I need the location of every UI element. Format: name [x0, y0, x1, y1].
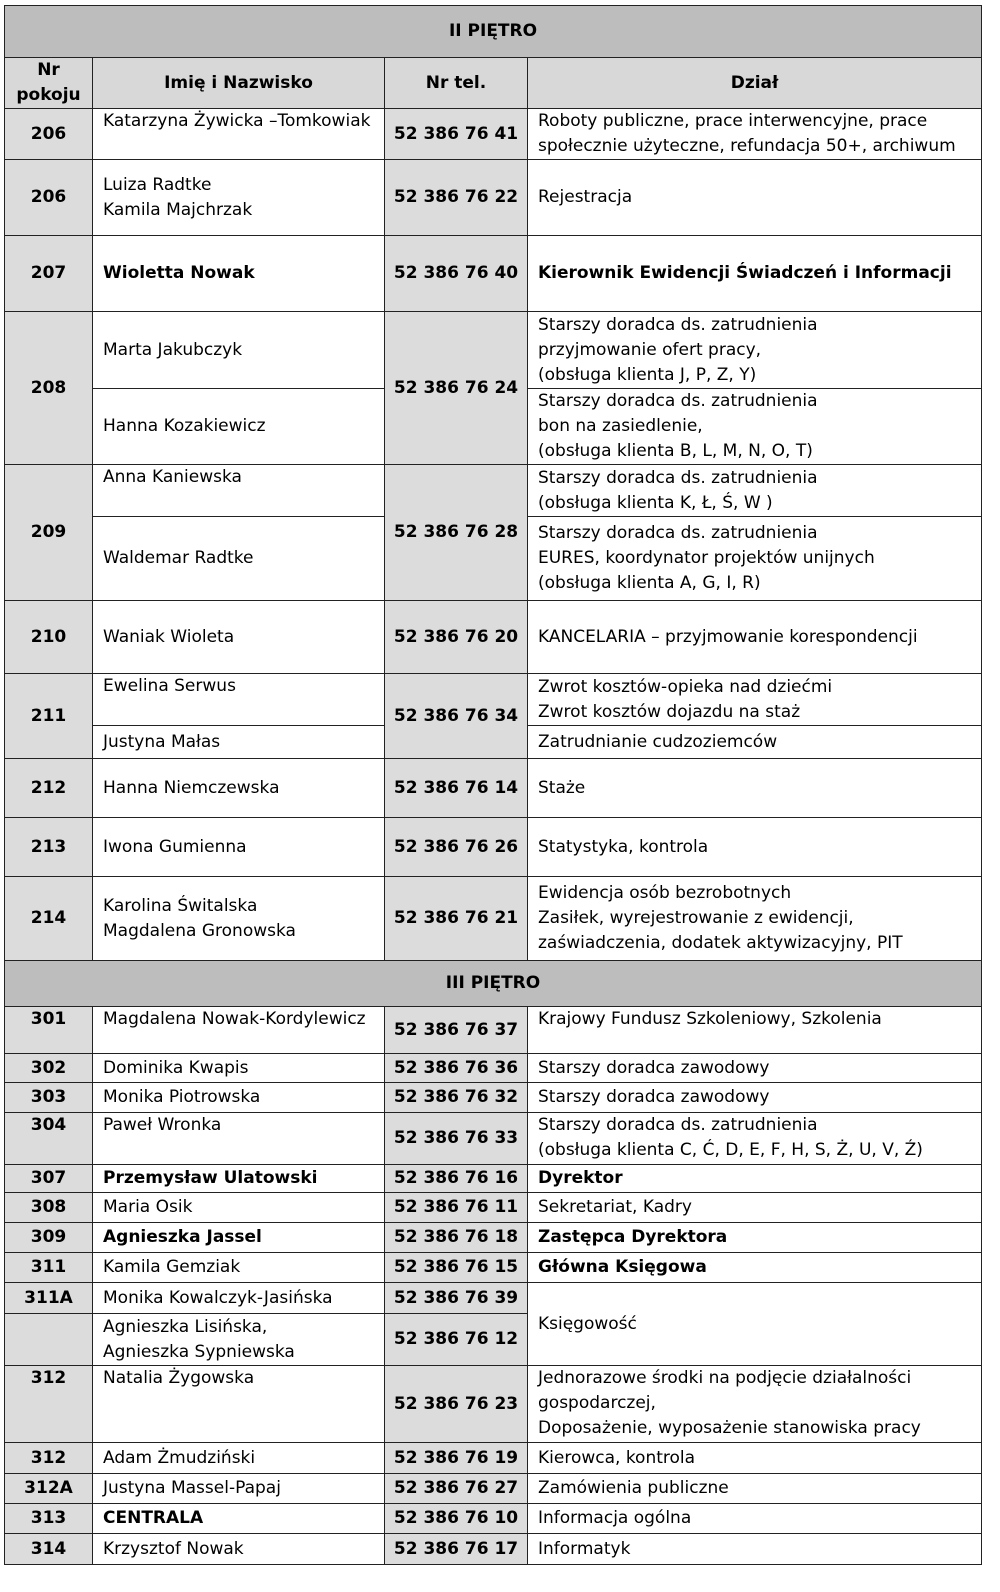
phone-number[interactable]: 52 386 76 22: [385, 160, 528, 236]
department-line: Jednorazowe środki na podjęcie działalności: [538, 1368, 912, 1388]
person-name-line: Magdalena Nowak-Kordylewicz: [103, 1009, 366, 1029]
room-number: 303: [5, 1083, 93, 1113]
floor-title: II PIĘTRO: [5, 6, 982, 58]
person-name: [93, 1083, 385, 1113]
table-row: [5, 465, 982, 517]
department: [528, 465, 982, 517]
department: [528, 312, 982, 389]
room-number: 312: [5, 1443, 93, 1474]
department: [528, 160, 982, 236]
department-line: EURES, koordynator projektów unijnych: [538, 548, 875, 568]
department-line: Starszy doradca zawodowy: [538, 1057, 770, 1078]
table-row: [5, 1504, 982, 1534]
phone-number[interactable]: 52 386 76 40: [385, 236, 528, 312]
phone-number[interactable]: 52 386 76 41: [385, 109, 528, 160]
department-line: Starszy doradca ds. zatrudnienia: [538, 314, 818, 335]
department: [528, 1534, 982, 1565]
room-number: 311: [5, 1253, 93, 1283]
table-row: [5, 1443, 982, 1474]
floor-title-row: [5, 6, 982, 58]
department: [528, 601, 982, 674]
department: [528, 1054, 982, 1083]
department-line: Staże: [538, 777, 586, 798]
phone-number[interactable]: 52 386 76 11: [385, 1193, 528, 1223]
header-room-line1: Nr: [37, 60, 60, 80]
department: [528, 236, 982, 312]
room-number: 311A: [5, 1283, 93, 1314]
table-row: [5, 1223, 982, 1253]
department-line: Sekretariat, Kadry: [538, 1197, 692, 1217]
department: [528, 818, 982, 877]
table-row: [5, 1054, 982, 1083]
person-name-line: Justyna Małas: [103, 731, 221, 752]
header-tel: Nr tel.: [385, 58, 528, 109]
person-name: [93, 1113, 385, 1165]
room-number: 312A: [5, 1474, 93, 1504]
floor-title-row: [5, 961, 982, 1007]
department-line: Starszy doradca zawodowy: [538, 1087, 770, 1107]
person-name-line: CENTRALA: [103, 1508, 204, 1528]
phone-number[interactable]: 52 386 76 24: [385, 312, 528, 465]
person-name-line: Katarzyna Żywicka –Tomkowiak: [103, 111, 371, 131]
person-name-line: Przemysław Ulatowski: [103, 1168, 318, 1188]
person-name: [93, 160, 385, 236]
person-name-line: Monika Kowalczyk-Jasińska: [103, 1287, 333, 1308]
department-line: bon na zasiedlenie,: [538, 416, 703, 436]
person-name: [93, 877, 385, 961]
phone-number[interactable]: 52 386 76 16: [385, 1165, 528, 1193]
table-row: [5, 877, 982, 961]
person-name-line: Magdalena Gronowska: [103, 920, 296, 941]
person-name: [93, 1474, 385, 1504]
department-line: Zamówienia publiczne: [538, 1478, 729, 1498]
department: [528, 1165, 982, 1193]
phone-number[interactable]: 52 386 76 32: [385, 1083, 528, 1113]
person-name: [93, 1534, 385, 1565]
table-row: [5, 1474, 982, 1504]
room-number: 302: [5, 1054, 93, 1083]
person-name-line: Krzysztof Nowak: [103, 1538, 244, 1559]
phone-number[interactable]: 52 386 76 15: [385, 1253, 528, 1283]
table-row: [5, 759, 982, 818]
person-name-line: Agnieszka Jassel: [103, 1227, 262, 1247]
person-name: [93, 1193, 385, 1223]
department-line: Rejestracja: [538, 187, 633, 207]
person-name-line: Monika Piotrowska: [103, 1087, 261, 1107]
person-name: [93, 312, 385, 389]
department-line: (obsługa klienta K, Ł, Ś, W ): [538, 492, 773, 513]
room-number: [5, 1314, 93, 1366]
room-number: 213: [5, 818, 93, 877]
person-name: [93, 1007, 385, 1054]
department: [528, 1443, 982, 1474]
table-row: [5, 236, 982, 312]
person-name: [93, 1283, 385, 1314]
phone-number[interactable]: 52 386 76 19: [385, 1443, 528, 1474]
room-number: 209: [5, 465, 93, 601]
department-line: (obsługa klienta J, P, Z, Y): [538, 364, 757, 385]
room-number: 313: [5, 1504, 93, 1534]
person-name: [93, 465, 385, 517]
department-line: Starszy doradca ds. zatrudnienia: [538, 1115, 818, 1135]
person-name: [93, 759, 385, 818]
phone-number[interactable]: 52 386 76 12: [385, 1314, 528, 1366]
department-line: Główna Księgowa: [538, 1257, 707, 1277]
phone-number[interactable]: 52 386 76 17: [385, 1534, 528, 1565]
phone-number[interactable]: 52 386 76 36: [385, 1054, 528, 1083]
phone-number[interactable]: 52 386 76 34: [385, 674, 528, 759]
room-number: 206: [5, 160, 93, 236]
room-number: 210: [5, 601, 93, 674]
phone-number[interactable]: 52 386 76 21: [385, 877, 528, 961]
person-name-line: Agnieszka Sypniewska: [103, 1341, 295, 1362]
department-line: (obsługa klienta C, Ć, D, E, F, H, S, Ż, U, V, Ź): [538, 1140, 923, 1160]
room-number: 207: [5, 236, 93, 312]
department: [528, 674, 982, 726]
room-number: 212: [5, 759, 93, 818]
table-row: [5, 674, 982, 726]
department-line: przyjmowanie ofert pracy,: [538, 339, 762, 360]
person-name-line: Waniak Wioleta: [103, 626, 235, 647]
header-room-line2: pokoju: [16, 85, 81, 105]
table-row: [5, 1083, 982, 1113]
table-row: [5, 1253, 982, 1283]
phone-number[interactable]: 52 386 76 26: [385, 818, 528, 877]
table-row: [5, 1283, 982, 1314]
person-name-line: Justyna Massel-Papaj: [103, 1478, 281, 1498]
department-line: Krajowy Fundusz Szkoleniowy, Szkolenia: [538, 1009, 882, 1029]
department-line: Zwrot kosztów dojazdu na staż: [538, 701, 801, 722]
department-line: zaświadczenia, dodatek aktywizacyjny, PIT: [538, 933, 903, 953]
person-name-line: Maria Osik: [103, 1197, 193, 1217]
person-name-line: Hanna Kozakiewicz: [103, 416, 266, 436]
table-row: [5, 109, 982, 160]
table-row: [5, 1113, 982, 1165]
table-row: [5, 312, 982, 389]
department-line: gospodarczej,: [538, 1393, 656, 1413]
department: [528, 1474, 982, 1504]
person-name: [93, 818, 385, 877]
department: [528, 389, 982, 465]
department-line: Roboty publiczne, prace interwencyjne, prace: [538, 111, 928, 131]
person-name-line: Kamila Gemziak: [103, 1257, 241, 1277]
department: [528, 517, 982, 601]
room-number: 211: [5, 674, 93, 759]
table-row: [5, 818, 982, 877]
person-name-line: Luiza Radtke: [103, 174, 212, 195]
person-name: [93, 236, 385, 312]
person-name: [93, 1054, 385, 1083]
department-line: Kierownik Ewidencji Świadczeń i Informacji: [538, 263, 952, 283]
table-row: [5, 1165, 982, 1193]
person-name: [93, 1504, 385, 1534]
department: [528, 1366, 982, 1443]
department-line: Zatrudnianie cudzoziemców: [538, 731, 778, 752]
phone-number[interactable]: 52 386 76 39: [385, 1283, 528, 1314]
department-line: KANCELARIA – przyjmowanie korespondencji: [538, 626, 918, 647]
room-number: 301: [5, 1007, 93, 1054]
department-line: Informatyk: [538, 1538, 631, 1559]
room-number: 312: [5, 1366, 93, 1443]
department: [528, 1253, 982, 1283]
phone-number[interactable]: 52 386 76 23: [385, 1366, 528, 1443]
room-number: 304: [5, 1113, 93, 1165]
department-line: Statystyka, kontrola: [538, 836, 709, 857]
person-name: [93, 1223, 385, 1253]
table-row: [5, 1534, 982, 1565]
department: [528, 1223, 982, 1253]
department: [528, 1283, 982, 1366]
person-name-line: Wioletta Nowak: [103, 263, 255, 283]
department-line: Starszy doradca ds. zatrudnienia: [538, 467, 818, 488]
department-line: Zastępca Dyrektora: [538, 1227, 728, 1247]
floor-title: III PIĘTRO: [5, 961, 982, 1007]
person-name: [93, 726, 385, 759]
phone-number[interactable]: 52 386 76 10: [385, 1504, 528, 1534]
person-name-line: Adam Żmudziński: [103, 1447, 256, 1468]
department-line: społecznie użyteczne, refundacja 50+, archiwum: [538, 136, 956, 156]
table-row: [5, 160, 982, 236]
person-name: [93, 1443, 385, 1474]
person-name-line: Kamila Majchrzak: [103, 199, 253, 220]
table-row: [5, 1007, 982, 1054]
person-name-line: Waldemar Radtke: [103, 548, 254, 568]
header-name: Imię i Nazwisko: [93, 58, 385, 109]
department-line: Starszy doradca ds. zatrudnienia: [538, 391, 818, 411]
department: [528, 1083, 982, 1113]
department-line: Dyrektor: [538, 1168, 623, 1188]
phone-number[interactable]: 52 386 76 27: [385, 1474, 528, 1504]
person-name-line: Marta Jakubczyk: [103, 339, 243, 360]
header-room: [5, 58, 93, 109]
column-header-row: [5, 58, 982, 109]
table-row: [5, 1366, 982, 1443]
department: [528, 726, 982, 759]
department-line: Księgowość: [538, 1313, 637, 1334]
phone-number[interactable]: 52 386 76 20: [385, 601, 528, 674]
room-number: 214: [5, 877, 93, 961]
department-line: Informacja ogólna: [538, 1508, 692, 1528]
room-number: 307: [5, 1165, 93, 1193]
phone-number[interactable]: 52 386 76 33: [385, 1113, 528, 1165]
person-name-line: Iwona Gumienna: [103, 836, 247, 857]
department-line: Starszy doradca ds. zatrudnienia: [538, 523, 818, 543]
person-name-line: Anna Kaniewska: [103, 467, 242, 487]
person-name: [93, 1314, 385, 1366]
room-number: 308: [5, 1193, 93, 1223]
person-name: [93, 1366, 385, 1443]
phone-number[interactable]: 52 386 76 18: [385, 1223, 528, 1253]
department-line: (obsługa klienta B, L, M, N, O, T): [538, 441, 813, 461]
person-name: [93, 517, 385, 601]
department-line: Doposażenie, wyposażenie stanowiska pracy: [538, 1418, 921, 1438]
phone-number[interactable]: 52 386 76 37: [385, 1007, 528, 1054]
department: [528, 1113, 982, 1165]
room-number: 309: [5, 1223, 93, 1253]
phone-directory-table: [4, 5, 982, 1565]
room-number: 314: [5, 1534, 93, 1565]
phone-number[interactable]: 52 386 76 28: [385, 465, 528, 601]
person-name: [93, 389, 385, 465]
table-row: [5, 1193, 982, 1223]
person-name-line: Paweł Wronka: [103, 1115, 222, 1135]
department: [528, 1007, 982, 1054]
header-dept: Dział: [528, 58, 982, 109]
person-name: [93, 601, 385, 674]
room-number: 208: [5, 312, 93, 465]
department-line: Zwrot kosztów-opieka nad dziećmi: [538, 676, 833, 697]
department: [528, 1504, 982, 1534]
person-name-line: Karolina Świtalska: [103, 895, 258, 916]
person-name-line: Agnieszka Lisińska,: [103, 1316, 268, 1337]
department-line: Kierowca, kontrola: [538, 1447, 696, 1468]
department-line: Zasiłek, wyrejestrowanie z ewidencji,: [538, 908, 854, 928]
department-line: (obsługa klienta A, G, I, R): [538, 573, 761, 593]
department: [528, 109, 982, 160]
person-name: [93, 109, 385, 160]
person-name: [93, 1253, 385, 1283]
phone-number[interactable]: 52 386 76 14: [385, 759, 528, 818]
person-name-line: Ewelina Serwus: [103, 676, 236, 696]
table-row: [5, 601, 982, 674]
person-name: [93, 674, 385, 726]
person-name-line: Hanna Niemczewska: [103, 777, 280, 798]
room-number: 206: [5, 109, 93, 160]
department-line: Ewidencja osób bezrobotnych: [538, 883, 792, 903]
person-name: [93, 1165, 385, 1193]
person-name-line: Dominika Kwapis: [103, 1057, 249, 1078]
department: [528, 1193, 982, 1223]
department: [528, 877, 982, 961]
person-name-line: Natalia Żygowska: [103, 1368, 255, 1388]
department: [528, 759, 982, 818]
